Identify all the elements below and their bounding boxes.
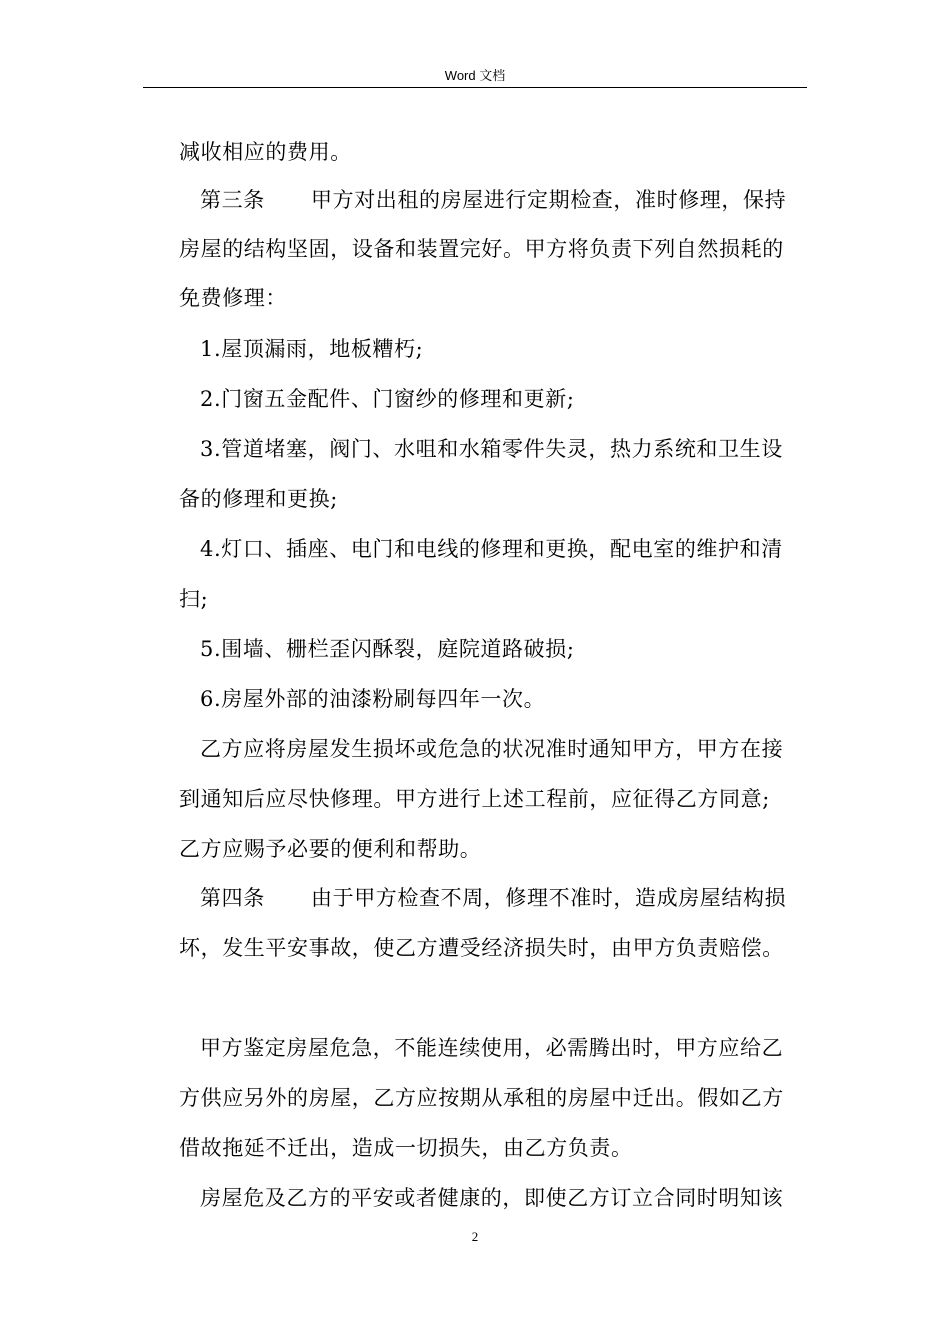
article-label: 第四条 [200, 886, 265, 910]
article-text: 由于甲方检查不周，修理不准时，造成房屋结构损 [311, 886, 787, 910]
body-line: 减收相应的费用。 [179, 140, 352, 164]
body-line: 方供应另外的房屋，乙方应按期从承租的房屋中迁出。假如乙方 [179, 1086, 784, 1110]
list-item: 4.灯口、插座、电门和电线的修理和更换，配电室的维护和清 [200, 537, 783, 561]
body-line: 房屋危及乙方的平安或者健康的，即使乙方订立合同时明知该 [200, 1186, 784, 1210]
body-line: 免费修理： [179, 286, 287, 310]
body-line: 扫; [179, 587, 209, 611]
list-item: 2.门窗五金配件、门窗纱的修理和更新; [200, 387, 575, 411]
body-line: 到通知后应尽快修理。甲方进行上述工程前，应征得乙方同意; [179, 787, 770, 811]
body-line: 房屋的结构坚固，设备和装置完好。甲方将负责下列自然损耗的 [179, 237, 784, 261]
list-item: 5.围墙、栅栏歪闪酥裂，庭院道路破损; [200, 637, 575, 661]
body-line: 乙方应将房屋发生损坏或危急的状况准时通知甲方，甲方在接 [200, 737, 784, 761]
list-item: 6.房屋外部的油漆粉刷每四年一次。 [200, 687, 546, 711]
page-header: Word 文档 [444, 68, 506, 83]
body-line: 备的修理和更换; [179, 487, 338, 511]
article-label: 第三条 [200, 188, 265, 212]
body-line: 借故拖延不迁出，造成一切损失，由乙方负责。 [179, 1136, 633, 1160]
body-line: 坏，发生平安事故，使乙方遭受经济损失时，由甲方负责赔偿。 [179, 936, 784, 960]
body-line: 乙方应赐予必要的便利和帮助。 [179, 837, 482, 861]
list-item: 1.屋顶漏雨，地板糟朽; [200, 337, 424, 361]
article-heading-line [200, 883, 786, 913]
list-item: 3.管道堵塞，阀门、水咀和水箱零件失灵，热力系统和卫生设 [200, 437, 783, 461]
page-number: 2 [471, 1229, 479, 1244]
header-divider [143, 87, 807, 88]
article-text: 甲方对出租的房屋进行定期检查，准时修理，保持 [311, 188, 787, 212]
body-line: 甲方鉴定房屋危急，不能连续使用，必需腾出时，甲方应给乙 [200, 1036, 784, 1060]
article-heading-line [200, 185, 786, 215]
